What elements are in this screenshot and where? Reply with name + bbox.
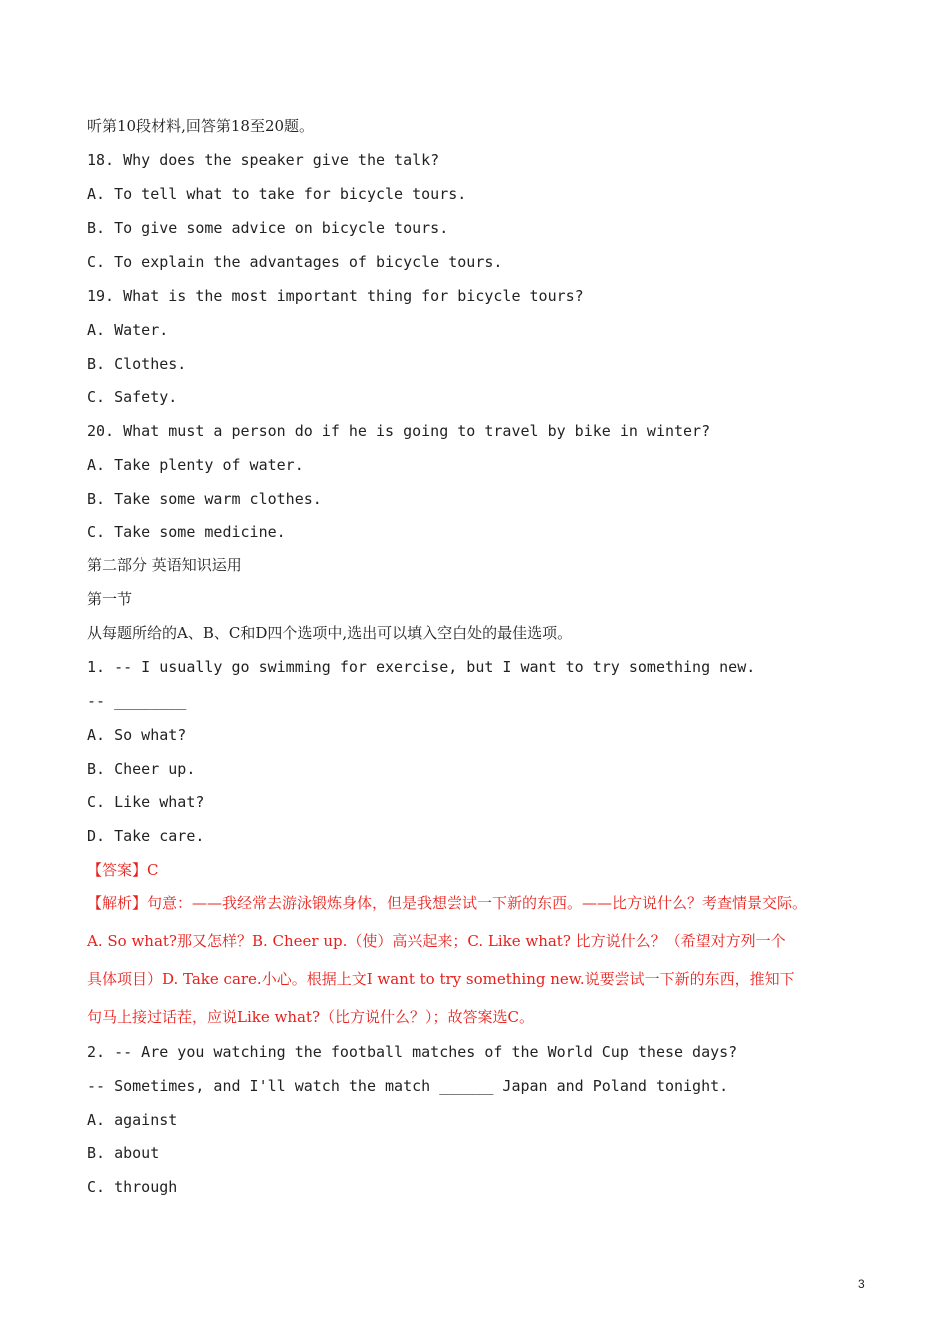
text-line: C. Take some medicine. [87, 523, 286, 541]
text-line: 20. What must a person do if he is going to travel by bike in winter? [87, 422, 711, 440]
text-line: A. against [87, 1111, 178, 1129]
text-line: B. Cheer up. [87, 760, 196, 778]
text-line: B. Take some warm clothes. [87, 490, 322, 508]
text-line: 句马上接过话茬，应说Like what?（比方说什么？）；故答案选C。 [87, 1008, 534, 1026]
text-line: 19. What is the most important thing for bicycle tours? [87, 287, 584, 305]
text-line: 具体项目）D. Take care.小心。根据上文I want to try something new.说要尝试一下新的东西，推知下 [87, 970, 795, 988]
text-line: -- Sometimes, and I'll watch the match ______ Japan and Poland tonight. [87, 1077, 729, 1095]
page-number: 3 [858, 1277, 865, 1291]
text-line: 第二部分 英语知识运用 [87, 556, 242, 574]
text-line: 【答案】C [87, 861, 159, 879]
text-line: A. So what?那又怎样？B. Cheer up.（使）高兴起来；C. Like what? 比方说什么？（希望对方列一个 [87, 932, 786, 950]
text-line: D. Take care. [87, 827, 205, 845]
text-line: 【解析】句意：——我经常去游泳锻炼身体，但是我想尝试一下新的东西。——比方说什么？考查情景交际。 [87, 894, 808, 912]
text-line: B. To give some advice on bicycle tours. [87, 219, 449, 237]
text-line: A. Take plenty of water. [87, 456, 304, 474]
text-line: C. To explain the advantages of bicycle tours. [87, 253, 503, 271]
text-line: B. about [87, 1144, 160, 1162]
text-line: 1. -- I usually go swimming for exercise, but I want to try something new. [87, 658, 756, 676]
text-line: 2. -- Are you watching the football matches of the World Cup these days? [87, 1043, 738, 1061]
text-line: A. To tell what to take for bicycle tours. [87, 185, 467, 203]
text-line: C. Safety. [87, 388, 178, 406]
text-line: B. Clothes. [87, 355, 187, 373]
text-line: 第一节 [87, 590, 133, 608]
text-line: C. Like what? [87, 793, 205, 811]
text-line: 听第10段材料,回答第18至20题。 [87, 117, 315, 135]
text-line: A. Water. [87, 321, 169, 339]
text-line: C. through [87, 1178, 178, 1196]
text-line: 从每题所给的A、B、C和D四个选项中,选出可以填入空白处的最佳选项。 [87, 624, 573, 642]
text-line: A. So what? [87, 726, 187, 744]
text-line: -- ________ [87, 692, 187, 710]
text-line: 18. Why does the speaker give the talk? [87, 151, 440, 169]
